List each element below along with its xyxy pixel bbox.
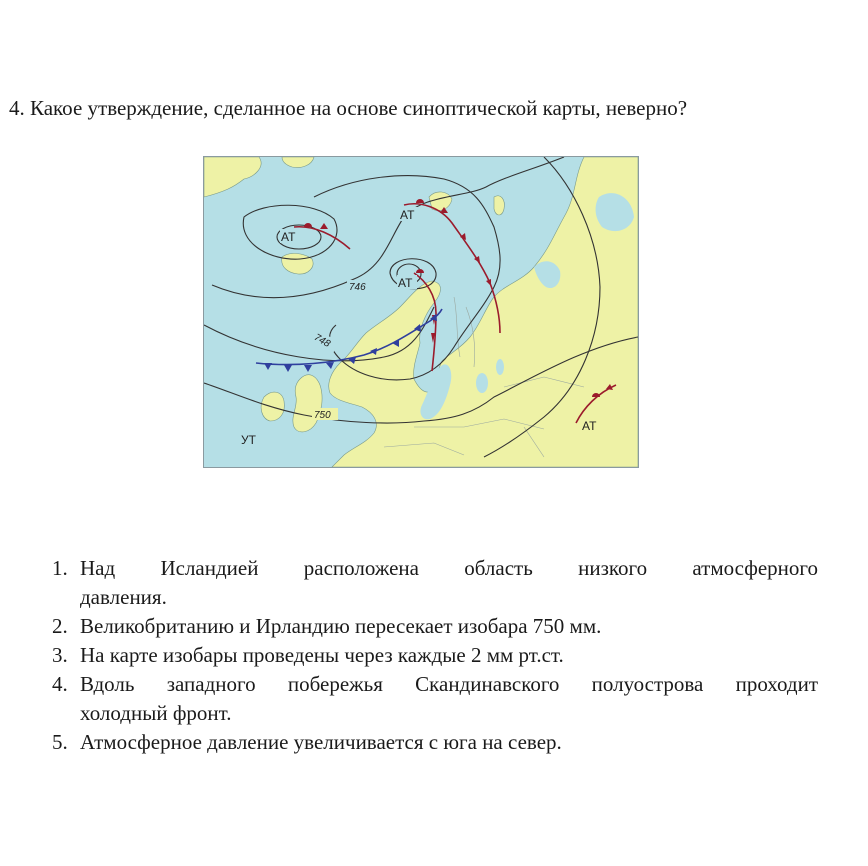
question-text: Какое утверждение, сделанное на основе синоптической карты, неверно? [30, 96, 688, 120]
isobar-label-746: 746 [349, 282, 366, 293]
option-number: 2. [52, 614, 68, 638]
pressure-label-iceland: АТ [281, 230, 296, 244]
question-number: 4. [9, 96, 25, 120]
arctic-island-land [494, 196, 504, 215]
option-text: Атмосферное давление увеличивается с юга на север. [80, 730, 562, 754]
pressure-label-west: УТ [241, 433, 256, 447]
isobar-label-748: 748 [311, 332, 332, 350]
option-text: Вдоль западного побережья Скандинавского полуострова проходит [80, 672, 818, 696]
option-1 [52, 554, 818, 583]
option-number: 1. [52, 556, 68, 580]
lake-ladoga [476, 373, 488, 393]
synoptic-map-svg [204, 157, 638, 467]
pressure-label-arctic: АТ [400, 208, 415, 222]
option-text: Над Исландией расположена область низкого атмосферного [80, 556, 818, 580]
question-heading [9, 94, 859, 122]
option-3 [52, 641, 818, 670]
option-4 [52, 670, 818, 699]
option-number: 4. [52, 672, 68, 696]
option-1-continuation: давления. [80, 585, 167, 609]
pressure-label-norway: АТ [398, 276, 413, 290]
option-text: На карте изобары проведены через каждые 2 мм рт.ст. [80, 643, 564, 667]
synoptic-map [203, 156, 639, 468]
pressure-label-east: АТ [582, 419, 597, 433]
option-text: Великобританию и Ирландию пересекает изобара 750 мм. [80, 614, 602, 638]
option-number: 5. [52, 730, 68, 754]
isobar-label-750: 750 [314, 410, 331, 421]
option-4-continuation: холодный фронт. [80, 701, 232, 725]
answer-options [52, 554, 818, 757]
lake-onega [496, 359, 504, 375]
option-2 [52, 612, 818, 641]
option-5 [52, 728, 818, 757]
option-number: 3. [52, 643, 68, 667]
